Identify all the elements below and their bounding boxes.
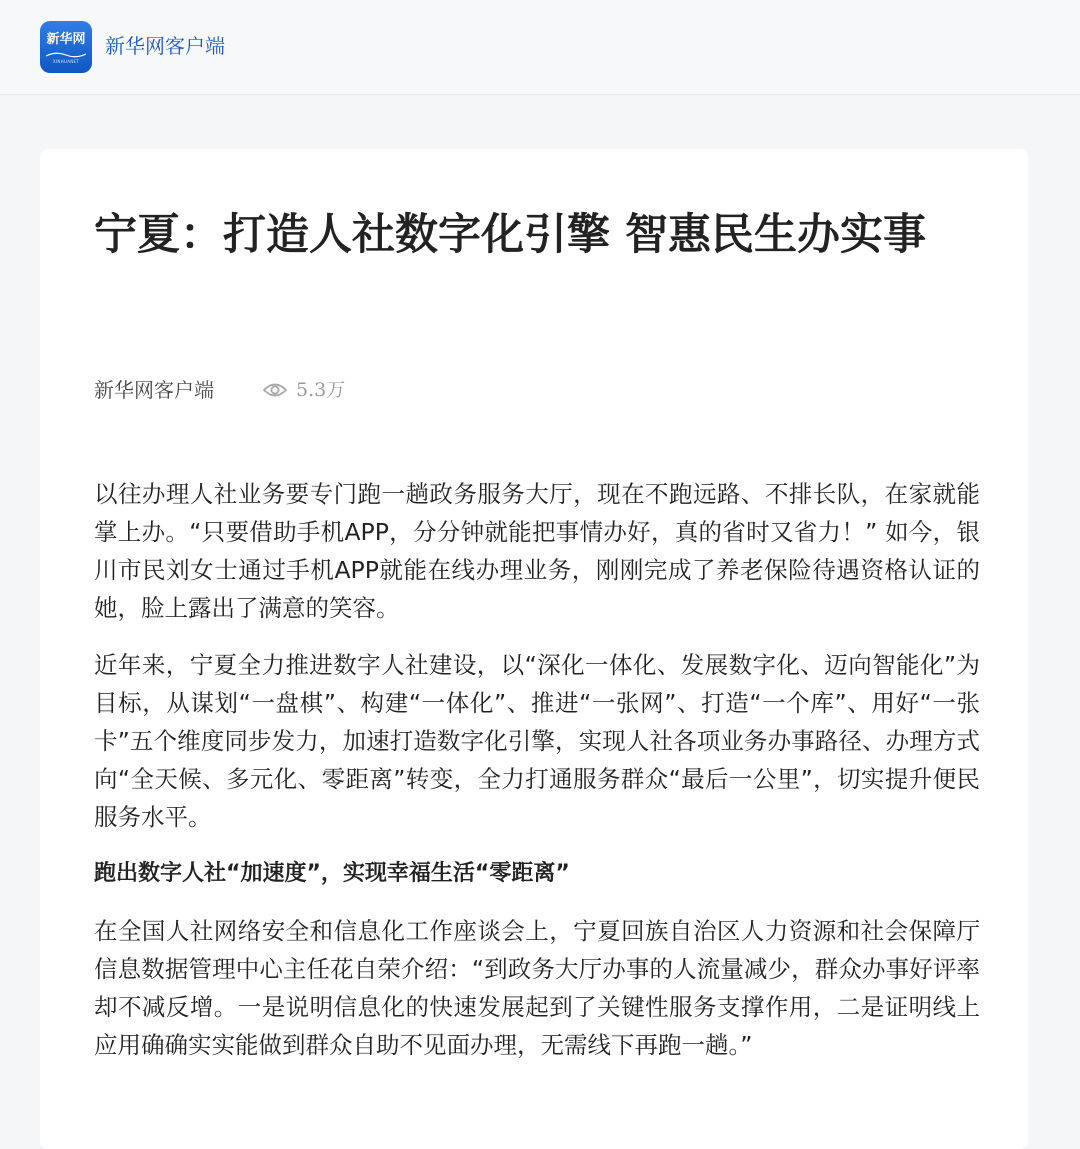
article-title: 宁夏：打造人社数字化引擎 智惠民生办实事	[94, 210, 926, 260]
eye-icon	[262, 380, 288, 400]
article-paragraph: 在全国人社网络安全和信息化工作座谈会上，宁夏回族自治区人力资源和社会保障厅信息数据管理中心主任花自荣介绍：“到政务大厅办事的人流量减少，群众办事好评率却不减反增。一是说明信息化的快速发展起到了关键性服务支撑作用，二是证明线上应用确确实实能做到群众自助不见面办理，无需线下再跑一趟。”	[94, 917, 980, 1059]
logo-subtext: XINHUANET	[52, 59, 80, 64]
app-name-link[interactable]: 新华网客户端	[105, 34, 225, 58]
article-subheading: 跑出数字人社“加速度”，实现幸福生活“零距离”	[94, 861, 570, 886]
article-source[interactable]: 新华网客户端	[94, 378, 214, 402]
logo-text: 新华网	[46, 32, 86, 47]
article-meta	[94, 375, 345, 405]
article-paragraph: 以往办理人社业务要专门跑一趟政务服务大厅，现在不跑远路、不排长队，在家就能掌上办。“只要借助手机APP，分分钟就能把事情办好，真的省时又省力！” 如今，银川市民刘女士通过手机APP就能在线办理业务，刚刚完成了养老保险待遇资格认证的她，脸上露出了满意的笑容。	[94, 480, 980, 622]
view-count: 5.3万	[296, 379, 346, 401]
top-bar	[0, 0, 1080, 95]
article-card	[40, 149, 1028, 1149]
article-body	[94, 475, 980, 1083]
logo-wave-icon	[46, 51, 86, 59]
article-paragraph: 近年来，宁夏全力推进数字人社建设，以“深化一体化、发展数字化、迈向智能化”为目标，从谋划“一盘棋”、构建“一体化”、推进“一张网”、打造“一个库”、用好“一张卡”五个维度同步发力，加速打造数字化引擎，实现人社各项业务办事路径、办理方式向“全天候、多元化、零距离”转变，全力打通服务群众“最后一公里”，切实提升便民服务水平。	[94, 651, 980, 831]
xinhua-logo[interactable]	[40, 21, 92, 73]
